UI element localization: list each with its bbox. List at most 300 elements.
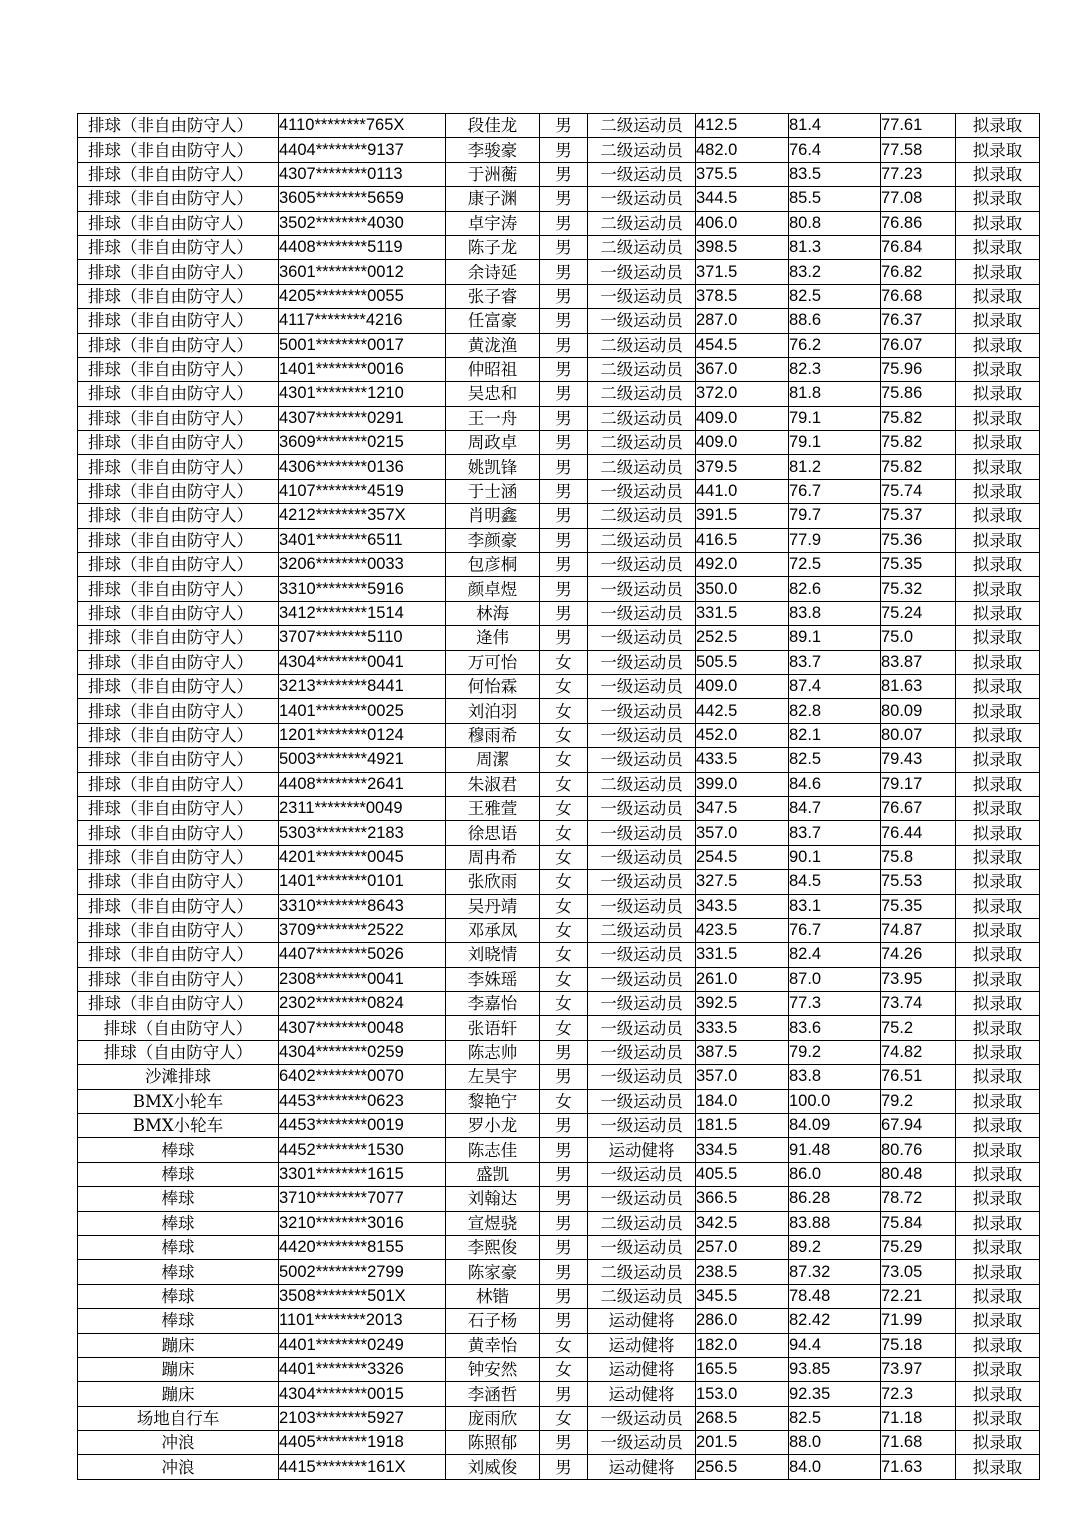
name-cell: 卓宇涛	[446, 211, 540, 235]
athlete-level-cell: 一级运动员	[588, 1040, 696, 1064]
event-cell: 排球（非自由防守人）	[78, 114, 279, 138]
athlete-level-cell: 运动健将	[588, 1455, 696, 1479]
sport-score-cell: 83.8	[789, 1065, 881, 1089]
athlete-level-cell: 一级运动员	[588, 845, 696, 869]
status-cell: 拟录取	[956, 870, 1040, 894]
total-score-cell: 76.44	[881, 821, 956, 845]
table-row	[78, 479, 1040, 503]
sport-score-cell: 82.8	[789, 699, 881, 723]
id-number-cell: 4205********0055	[279, 284, 446, 308]
status-cell: 拟录取	[956, 1138, 1040, 1162]
gender-cell: 男	[540, 114, 588, 138]
athlete-level-cell: 运动健将	[588, 1357, 696, 1381]
status-cell: 拟录取	[956, 1065, 1040, 1089]
gender-cell: 男	[540, 1260, 588, 1284]
event-cell: 排球（非自由防守人）	[78, 894, 279, 918]
total-score-cell: 74.82	[881, 1040, 956, 1064]
status-cell: 拟录取	[956, 845, 1040, 869]
table-row	[78, 1187, 1040, 1211]
culture-score-cell: 261.0	[696, 967, 789, 991]
athlete-level-cell: 一级运动员	[588, 553, 696, 577]
culture-score-cell: 482.0	[696, 138, 789, 162]
id-number-cell: 5003********4921	[279, 748, 446, 772]
event-cell: 排球（非自由防守人）	[78, 211, 279, 235]
event-cell: 排球（非自由防守人）	[78, 235, 279, 259]
sport-score-cell: 87.32	[789, 1260, 881, 1284]
event-cell: 排球（自由防守人）	[78, 1040, 279, 1064]
athlete-level-cell: 一级运动员	[588, 1114, 696, 1138]
event-cell: 棒球	[78, 1235, 279, 1259]
athlete-level-cell: 运动健将	[588, 1333, 696, 1357]
name-cell: 王一舟	[446, 406, 540, 430]
id-number-cell: 5002********2799	[279, 1260, 446, 1284]
athlete-level-cell: 一级运动员	[588, 943, 696, 967]
sport-score-cell: 76.2	[789, 333, 881, 357]
name-cell: 张欣雨	[446, 870, 540, 894]
athlete-level-cell: 一级运动员	[588, 650, 696, 674]
event-cell: 排球（非自由防守人）	[78, 601, 279, 625]
culture-score-cell: 182.0	[696, 1333, 789, 1357]
event-cell: 排球（自由防守人）	[78, 1016, 279, 1040]
table-row	[78, 992, 1040, 1016]
culture-score-cell: 416.5	[696, 528, 789, 552]
gender-cell: 男	[540, 333, 588, 357]
culture-score-cell: 286.0	[696, 1309, 789, 1333]
athlete-level-cell: 一级运动员	[588, 626, 696, 650]
gender-cell: 男	[540, 1162, 588, 1186]
table-row	[78, 918, 1040, 942]
event-cell: 排球（非自由防守人）	[78, 796, 279, 820]
table-row	[78, 1040, 1040, 1064]
status-cell: 拟录取	[956, 894, 1040, 918]
admission-list-page	[77, 113, 1040, 1480]
sport-score-cell: 82.4	[789, 943, 881, 967]
table-row	[78, 211, 1040, 235]
id-number-cell: 1401********0101	[279, 870, 446, 894]
sport-score-cell: 82.5	[789, 1406, 881, 1430]
id-number-cell: 2308********0041	[279, 967, 446, 991]
event-cell: 冲浪	[78, 1455, 279, 1479]
table-row	[78, 260, 1040, 284]
id-number-cell: 4405********1918	[279, 1431, 446, 1455]
id-number-cell: 5001********0017	[279, 333, 446, 357]
culture-score-cell: 350.0	[696, 577, 789, 601]
id-number-cell: 3707********5110	[279, 626, 446, 650]
gender-cell: 男	[540, 1065, 588, 1089]
sport-score-cell: 79.1	[789, 431, 881, 455]
status-cell: 拟录取	[956, 284, 1040, 308]
table-row	[78, 553, 1040, 577]
athlete-level-cell: 一级运动员	[588, 1235, 696, 1259]
table-body	[78, 114, 1040, 1480]
table-row	[78, 772, 1040, 796]
table-row	[78, 1016, 1040, 1040]
total-score-cell: 75.8	[881, 845, 956, 869]
total-score-cell: 80.48	[881, 1162, 956, 1186]
total-score-cell: 71.18	[881, 1406, 956, 1430]
gender-cell: 男	[540, 1114, 588, 1138]
status-cell: 拟录取	[956, 1333, 1040, 1357]
status-cell: 拟录取	[956, 455, 1040, 479]
gender-cell: 女	[540, 699, 588, 723]
culture-score-cell: 398.5	[696, 235, 789, 259]
gender-cell: 男	[540, 1138, 588, 1162]
gender-cell: 女	[540, 723, 588, 747]
sport-score-cell: 100.0	[789, 1089, 881, 1113]
total-score-cell: 75.82	[881, 431, 956, 455]
culture-score-cell: 257.0	[696, 1235, 789, 1259]
status-cell: 拟录取	[956, 357, 1040, 381]
gender-cell: 男	[540, 1382, 588, 1406]
culture-score-cell: 378.5	[696, 284, 789, 308]
athlete-level-cell: 一级运动员	[588, 894, 696, 918]
id-number-cell: 3609********0215	[279, 431, 446, 455]
status-cell: 拟录取	[956, 1382, 1040, 1406]
name-cell: 陈志帅	[446, 1040, 540, 1064]
sport-score-cell: 94.4	[789, 1333, 881, 1357]
name-cell: 王雅萱	[446, 796, 540, 820]
id-number-cell: 4304********0259	[279, 1040, 446, 1064]
culture-score-cell: 392.5	[696, 992, 789, 1016]
athlete-level-cell: 一级运动员	[588, 162, 696, 186]
total-score-cell: 75.82	[881, 406, 956, 430]
sport-score-cell: 82.5	[789, 748, 881, 772]
status-cell: 拟录取	[956, 674, 1040, 698]
total-score-cell: 75.53	[881, 870, 956, 894]
athlete-level-cell: 一级运动员	[588, 723, 696, 747]
table-row	[78, 845, 1040, 869]
sport-score-cell: 85.5	[789, 187, 881, 211]
sport-score-cell: 87.4	[789, 674, 881, 698]
name-cell: 宣煜骁	[446, 1211, 540, 1235]
status-cell: 拟录取	[956, 1016, 1040, 1040]
gender-cell: 男	[540, 357, 588, 381]
culture-score-cell: 372.0	[696, 382, 789, 406]
gender-cell: 男	[540, 211, 588, 235]
event-cell: 排球（非自由防守人）	[78, 650, 279, 674]
status-cell: 拟录取	[956, 406, 1040, 430]
culture-score-cell: 367.0	[696, 357, 789, 381]
gender-cell: 男	[540, 309, 588, 333]
total-score-cell: 80.07	[881, 723, 956, 747]
status-cell: 拟录取	[956, 504, 1040, 528]
id-number-cell: 4401********0249	[279, 1333, 446, 1357]
sport-score-cell: 83.8	[789, 601, 881, 625]
gender-cell: 女	[540, 650, 588, 674]
name-cell: 罗小龙	[446, 1114, 540, 1138]
event-cell: 排球（非自由防守人）	[78, 260, 279, 284]
event-cell: 棒球	[78, 1284, 279, 1308]
id-number-cell: 3709********2522	[279, 918, 446, 942]
name-cell: 周冉希	[446, 845, 540, 869]
status-cell: 拟录取	[956, 1187, 1040, 1211]
event-cell: 棒球	[78, 1260, 279, 1284]
name-cell: 康子渊	[446, 187, 540, 211]
culture-score-cell: 268.5	[696, 1406, 789, 1430]
name-cell: 任富豪	[446, 309, 540, 333]
sport-score-cell: 77.3	[789, 992, 881, 1016]
sport-score-cell: 86.0	[789, 1162, 881, 1186]
id-number-cell: 3301********1615	[279, 1162, 446, 1186]
event-cell: 排球（非自由防守人）	[78, 528, 279, 552]
culture-score-cell: 181.5	[696, 1114, 789, 1138]
total-score-cell: 76.86	[881, 211, 956, 235]
id-number-cell: 3210********3016	[279, 1211, 446, 1235]
athlete-level-cell: 一级运动员	[588, 1406, 696, 1430]
id-number-cell: 4304********0015	[279, 1382, 446, 1406]
table-row	[78, 138, 1040, 162]
table-row	[78, 894, 1040, 918]
total-score-cell: 76.37	[881, 309, 956, 333]
gender-cell: 男	[540, 406, 588, 430]
table-row	[78, 528, 1040, 552]
gender-cell: 女	[540, 918, 588, 942]
event-cell: 排球（非自由防守人）	[78, 187, 279, 211]
athlete-level-cell: 二级运动员	[588, 1211, 696, 1235]
total-score-cell: 76.51	[881, 1065, 956, 1089]
status-cell: 拟录取	[956, 162, 1040, 186]
status-cell: 拟录取	[956, 235, 1040, 259]
table-row	[78, 699, 1040, 723]
table-row	[78, 796, 1040, 820]
total-score-cell: 72.3	[881, 1382, 956, 1406]
total-score-cell: 73.95	[881, 967, 956, 991]
culture-score-cell: 254.5	[696, 845, 789, 869]
sport-score-cell: 92.35	[789, 1382, 881, 1406]
culture-score-cell: 505.5	[696, 650, 789, 674]
name-cell: 朱淑君	[446, 772, 540, 796]
athlete-level-cell: 一级运动员	[588, 1187, 696, 1211]
total-score-cell: 75.0	[881, 626, 956, 650]
table-row	[78, 1162, 1040, 1186]
sport-score-cell: 89.1	[789, 626, 881, 650]
event-cell: 蹦床	[78, 1333, 279, 1357]
culture-score-cell: 379.5	[696, 455, 789, 479]
id-number-cell: 3710********7077	[279, 1187, 446, 1211]
culture-score-cell: 153.0	[696, 1382, 789, 1406]
athlete-level-cell: 一级运动员	[588, 1016, 696, 1040]
total-score-cell: 75.35	[881, 894, 956, 918]
sport-score-cell: 78.48	[789, 1284, 881, 1308]
table-row	[78, 187, 1040, 211]
gender-cell: 男	[540, 601, 588, 625]
culture-score-cell: 442.5	[696, 699, 789, 723]
athlete-level-cell: 一级运动员	[588, 284, 696, 308]
culture-score-cell: 343.5	[696, 894, 789, 918]
athlete-level-cell: 运动健将	[588, 1138, 696, 1162]
sport-score-cell: 91.48	[789, 1138, 881, 1162]
name-cell: 于士涵	[446, 479, 540, 503]
event-cell: 排球（非自由防守人）	[78, 577, 279, 601]
athlete-level-cell: 一级运动员	[588, 577, 696, 601]
status-cell: 拟录取	[956, 1406, 1040, 1430]
culture-score-cell: 238.5	[696, 1260, 789, 1284]
event-cell: 排球（非自由防守人）	[78, 723, 279, 747]
athlete-level-cell: 二级运动员	[588, 772, 696, 796]
culture-score-cell: 331.5	[696, 943, 789, 967]
gender-cell: 女	[540, 992, 588, 1016]
name-cell: 吴忠和	[446, 382, 540, 406]
table-row	[78, 504, 1040, 528]
athlete-level-cell: 二级运动员	[588, 455, 696, 479]
sport-score-cell: 80.8	[789, 211, 881, 235]
name-cell: 徐思语	[446, 821, 540, 845]
gender-cell: 男	[540, 479, 588, 503]
id-number-cell: 1401********0025	[279, 699, 446, 723]
total-score-cell: 77.58	[881, 138, 956, 162]
athlete-level-cell: 二级运动员	[588, 1260, 696, 1284]
event-cell: 排球（非自由防守人）	[78, 699, 279, 723]
total-score-cell: 73.05	[881, 1260, 956, 1284]
total-score-cell: 83.87	[881, 650, 956, 674]
table-row	[78, 870, 1040, 894]
total-score-cell: 79.17	[881, 772, 956, 796]
culture-score-cell: 391.5	[696, 504, 789, 528]
gender-cell: 男	[540, 1235, 588, 1259]
name-cell: 李姝瑶	[446, 967, 540, 991]
event-cell: 排球（非自由防守人）	[78, 870, 279, 894]
status-cell: 拟录取	[956, 114, 1040, 138]
athlete-level-cell: 一级运动员	[588, 748, 696, 772]
status-cell: 拟录取	[956, 1162, 1040, 1186]
table-row	[78, 1357, 1040, 1381]
gender-cell: 男	[540, 1284, 588, 1308]
gender-cell: 男	[540, 1211, 588, 1235]
id-number-cell: 2103********5927	[279, 1406, 446, 1430]
gender-cell: 男	[540, 138, 588, 162]
table-row	[78, 821, 1040, 845]
total-score-cell: 75.84	[881, 1211, 956, 1235]
id-number-cell: 3508********501X	[279, 1284, 446, 1308]
culture-score-cell: 406.0	[696, 211, 789, 235]
sport-score-cell: 83.7	[789, 821, 881, 845]
gender-cell: 女	[540, 796, 588, 820]
gender-cell: 男	[540, 382, 588, 406]
event-cell: 沙滩排球	[78, 1065, 279, 1089]
gender-cell: 男	[540, 577, 588, 601]
event-cell: 棒球	[78, 1309, 279, 1333]
table-row	[78, 235, 1040, 259]
culture-score-cell: 347.5	[696, 796, 789, 820]
event-cell: BMX小轮车	[78, 1089, 279, 1113]
culture-score-cell: 412.5	[696, 114, 789, 138]
table-row	[78, 1089, 1040, 1113]
name-cell: 肖明鑫	[446, 504, 540, 528]
athlete-level-cell: 一级运动员	[588, 260, 696, 284]
culture-score-cell: 287.0	[696, 309, 789, 333]
status-cell: 拟录取	[956, 650, 1040, 674]
athlete-level-cell: 二级运动员	[588, 382, 696, 406]
sport-score-cell: 86.28	[789, 1187, 881, 1211]
table-row	[78, 284, 1040, 308]
id-number-cell: 3601********0012	[279, 260, 446, 284]
sport-score-cell: 82.42	[789, 1309, 881, 1333]
table-row	[78, 114, 1040, 138]
gender-cell: 男	[540, 528, 588, 552]
table-row	[78, 1211, 1040, 1235]
status-cell: 拟录取	[956, 431, 1040, 455]
culture-score-cell: 256.5	[696, 1455, 789, 1479]
sport-score-cell: 72.5	[789, 553, 881, 577]
id-number-cell: 2311********0049	[279, 796, 446, 820]
total-score-cell: 75.36	[881, 528, 956, 552]
sport-score-cell: 83.1	[789, 894, 881, 918]
status-cell: 拟录取	[956, 1357, 1040, 1381]
name-cell: 刘泊羽	[446, 699, 540, 723]
table-row	[78, 577, 1040, 601]
sport-score-cell: 81.8	[789, 382, 881, 406]
total-score-cell: 75.35	[881, 553, 956, 577]
name-cell: 陈志佳	[446, 1138, 540, 1162]
status-cell: 拟录取	[956, 992, 1040, 1016]
id-number-cell: 6402********0070	[279, 1065, 446, 1089]
id-number-cell: 3605********5659	[279, 187, 446, 211]
culture-score-cell: 331.5	[696, 601, 789, 625]
status-cell: 拟录取	[956, 723, 1040, 747]
sport-score-cell: 77.9	[789, 528, 881, 552]
gender-cell: 女	[540, 748, 588, 772]
total-score-cell: 76.07	[881, 333, 956, 357]
status-cell: 拟录取	[956, 1040, 1040, 1064]
total-score-cell: 76.68	[881, 284, 956, 308]
name-cell: 周潔	[446, 748, 540, 772]
table-row	[78, 1333, 1040, 1357]
culture-score-cell: 409.0	[696, 674, 789, 698]
gender-cell: 女	[540, 674, 588, 698]
name-cell: 包彦桐	[446, 553, 540, 577]
sport-score-cell: 76.7	[789, 479, 881, 503]
status-cell: 拟录取	[956, 528, 1040, 552]
event-cell: 排球（非自由防守人）	[78, 845, 279, 869]
sport-score-cell: 93.85	[789, 1357, 881, 1381]
table-row	[78, 1309, 1040, 1333]
total-score-cell: 75.2	[881, 1016, 956, 1040]
name-cell: 李嘉怡	[446, 992, 540, 1016]
culture-score-cell: 423.5	[696, 918, 789, 942]
athlete-level-cell: 二级运动员	[588, 1284, 696, 1308]
athlete-level-cell: 运动健将	[588, 1309, 696, 1333]
table-row	[78, 1260, 1040, 1284]
sport-score-cell: 84.0	[789, 1455, 881, 1479]
event-cell: 排球（非自由防守人）	[78, 504, 279, 528]
table-row	[78, 357, 1040, 381]
name-cell: 石子杨	[446, 1309, 540, 1333]
gender-cell: 男	[540, 284, 588, 308]
culture-score-cell: 357.0	[696, 1065, 789, 1089]
name-cell: 邓承凤	[446, 918, 540, 942]
id-number-cell: 4307********0291	[279, 406, 446, 430]
culture-score-cell: 201.5	[696, 1431, 789, 1455]
event-cell: 冲浪	[78, 1431, 279, 1455]
athlete-level-cell: 一级运动员	[588, 601, 696, 625]
id-number-cell: 5303********2183	[279, 821, 446, 845]
status-cell: 拟录取	[956, 1284, 1040, 1308]
athlete-level-cell: 二级运动员	[588, 918, 696, 942]
name-cell: 左昊宇	[446, 1065, 540, 1089]
sport-score-cell: 81.2	[789, 455, 881, 479]
table-row	[78, 431, 1040, 455]
culture-score-cell: 327.5	[696, 870, 789, 894]
table-row	[78, 333, 1040, 357]
event-cell: 排球（非自由防守人）	[78, 479, 279, 503]
event-cell: 蹦床	[78, 1382, 279, 1406]
event-cell: 棒球	[78, 1187, 279, 1211]
id-number-cell: 4301********1210	[279, 382, 446, 406]
event-cell: 排球（非自由防守人）	[78, 333, 279, 357]
total-score-cell: 81.63	[881, 674, 956, 698]
status-cell: 拟录取	[956, 699, 1040, 723]
culture-score-cell: 409.0	[696, 431, 789, 455]
